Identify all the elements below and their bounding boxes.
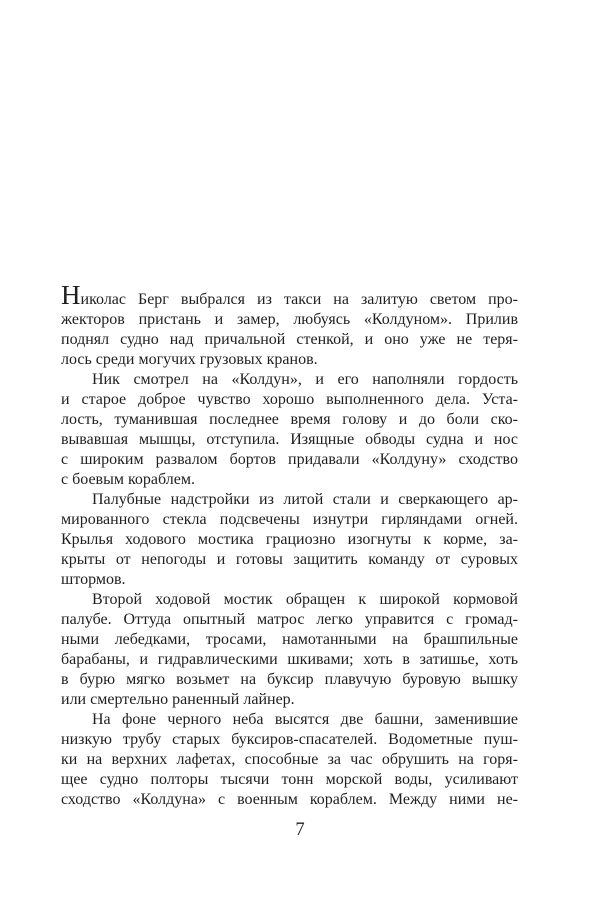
text-line: в бурю мягко возьмет на буксир плавучую буровую вышку [61,671,518,688]
text-line: лось среди могучих грузовых кранов. [61,351,318,368]
initial-cap: Н [61,280,81,310]
text-line: Второй ходовой мостик обращен к широкой кормовой [92,591,518,608]
text-line: с боевым кораблем. [61,471,195,488]
page-number: 7 [295,820,305,840]
text-line: Палубные надстройки из литой стали и сверкающего ар- [92,491,518,508]
text-line: Крылья ходового мостика грациозно изогнуты к корме, за- [61,531,518,548]
text-line: лость, туманившая последнее время голову и до боли ско- [61,411,518,428]
text-line: и старое доброе чувство хорошо выполненного дела. Уста- [61,391,518,408]
text-line: ки на верхних лафетах, способные за час обрушить на горя- [61,751,518,768]
text-line: мированного стекла подсвечены изнутри гирляндами огней. [61,511,518,528]
text-line: Николас Берг выбрался из такси на залитую светом про- [61,280,518,310]
text-line: или смертельно раненный лайнер. [61,691,295,708]
text-line: с широким развалом бортов придавали «Колдуну» сходство [61,451,518,468]
text-line: вывавшая мышцы, отступила. Изящные обводы судна и нос [61,431,518,448]
text-line: ными лебедками, тросами, намотанными на брашпильные [61,631,518,648]
text-line: низкую трубу старых буксиров-спасателей. Водометные пуш- [61,731,518,748]
text-line: палубе. Оттуда опытный матрос легко управится с громад- [61,611,518,628]
text-line: крыты от непогоды и готовы защитить команду от суровых [61,551,518,568]
text-line: На фоне черного неба высятся две башни, заменившие [92,711,518,728]
text-line: Ник смотрел на «Колдун», и его наполняли гордость [92,371,518,388]
text-line: сходство «Колдуна» с военным кораблем. Между ними не- [61,791,518,808]
text-line: поднял судно над причальной стенкой, и оно уже не теря- [61,331,518,348]
text-line: барабаны, и гидравлическими шкивами; хоть в затишье, хоть [61,651,518,668]
text-block [61,280,518,810]
text-line: штормов. [61,571,126,588]
text-line: жекторов пристань и замер, любуясь «Колдуном». Прилив [61,311,518,328]
text-line: щее судно полторы тысячи тонн морской воды, усиливают [61,771,518,788]
